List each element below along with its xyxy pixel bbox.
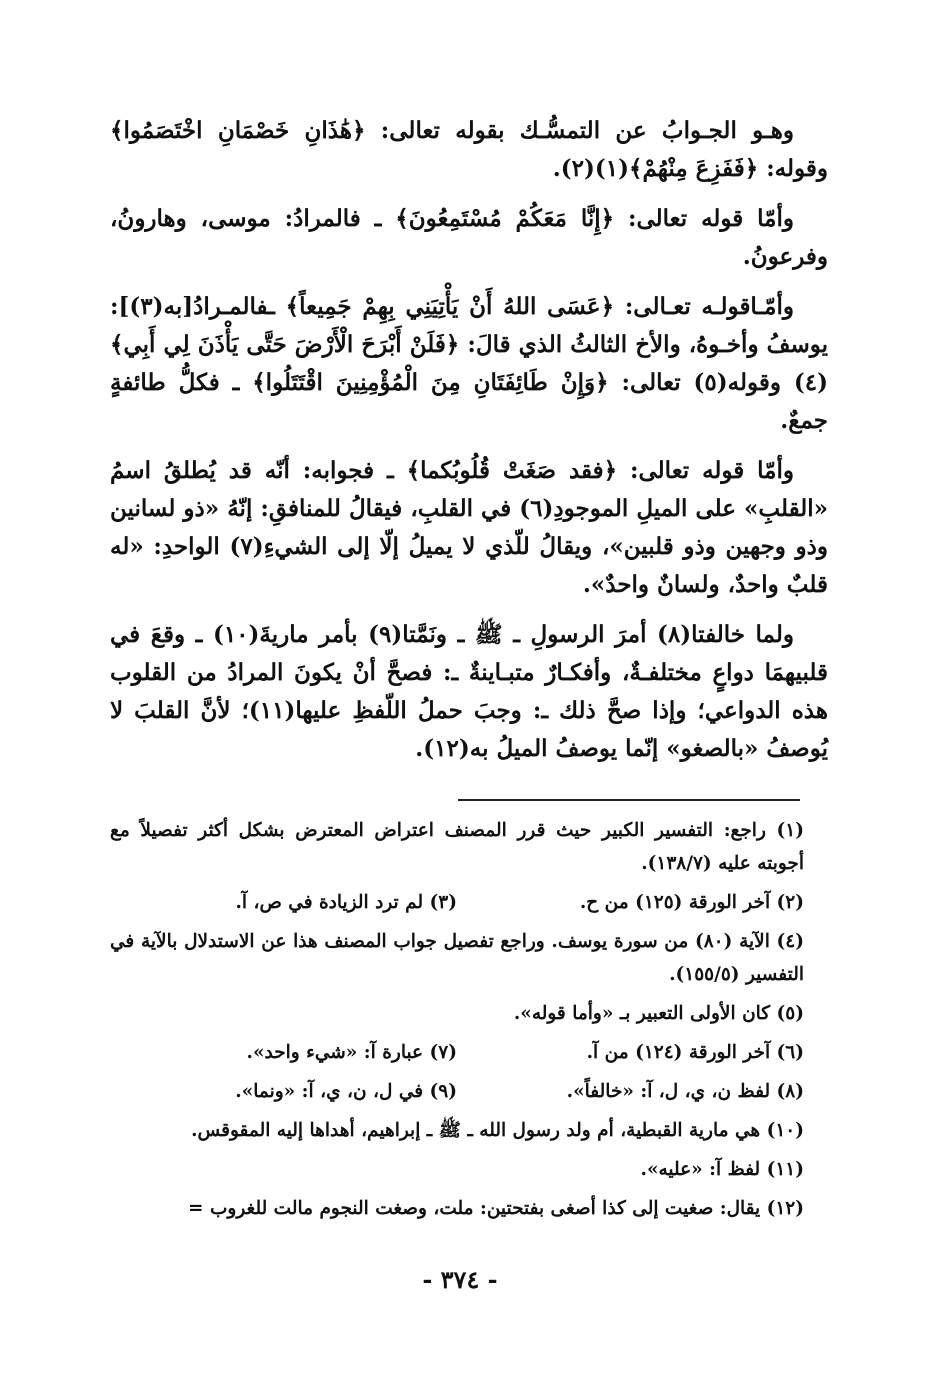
paragraph-4: وأمّا قوله تعالى: ﴿فقد صَغَتْ قُلُوبُكما﴾ ـ فجوابه: أنّه قد يُطلقُ اسمُ «القلبِ» على الميلِ الموجودِ(٦) في القلبِ، فيقالُ للمنافقِ: إنّهُ «ذو لسانين وذو وجهين وذو قلبين»، ويقالُ للّذي لا يميلُ إلّا إلى الشيءِ(٧) الواحدِ: «له قلبٌ واحدٌ، ولسانٌ واحدٌ». <box>110 457 829 598</box>
footnote-1: (١) راجع: التفسير الكبير حيث قرر المصنف اعتراض المعترض بشكل أكثر تفصيلاً مع أجوبته عليه (١٣٨/٧). <box>110 820 804 874</box>
paragraph-2: وأمّا قوله تعالى: ﴿إِنَّا مَعَكُمْ مُسْتَمِعُونَ﴾ ـ فالمرادُ: موسى، وهارونُ، وفرعونُ. <box>110 205 828 270</box>
footnote-3: (٣) لم ترد الزيادة في ص، آ. <box>235 892 457 913</box>
paragraph-3: وأمّـاقولـه تعـالى: ﴿عَسَى اللهُ أَنْ يَأْتِيَنِي بِهِمْ جَمِيعاً﴾ ـفالمـرادُ[به(٣)]: يوسفُ وأخـوهُ، والأخ الثالثُ الذي قالَ: ﴿فَلَنْ أَبْرَحَ الْأَرْضَ حَتَّى يَأْذَنَ لِي أَبِي﴾(٤) وقوله(٥) تعالى: ﴿وَإِنْ طَائِفَتَانِ مِنَ الْمُؤْمِنِينَ اقْتَتَلُوا﴾ ـ فكلُّ طائفةٍ جمعٌ. <box>110 293 828 434</box>
paragraph-1: وهـو الجـوابُ عن التمسُّـك بقوله تعالى: ﴿هَٰذَانِ خَصْمَانِ اخْتَصَمُوا﴾ وقوله: ﴿فَفَزِعَ مِنْهُمْ﴾(١)(٢). <box>110 117 828 182</box>
footnote-8: (٨) لفظ ن، ي، ل، آ: «خالفاً». <box>566 1081 804 1102</box>
footnote-6: (٦) آخر الورقة (١٢٤) من آ. <box>586 1042 804 1063</box>
paragraph-5: ولما خالفتا(٨) أمرَ الرسولِ ـ ﷺ ـ ونَمَّتا(٩) بأمر ماريةَ(١٠) ـ وقعَ في قلبيهمَا دواعٍ مختلفـةٌ، وأفكـارٌ متبـاينةٌ ـ: فصحَّ أنْ يكونَ المرادُ من القلوب هذه الدواعي؛ وإذا صحَّ ذلك ـ: وجبَ حملُ اللّفظِ عليها(١١)؛ لأنَّ القلبَ لا يُوصفُ «بالصغو» إنّما يوصفُ الميلُ به(١٢). <box>110 621 828 762</box>
footnote-row <box>110 1075 804 1108</box>
footnote-row <box>110 886 804 919</box>
footnote-12: (١٢) يقال: صغيت إلى كذا أصغى بفتحتين: ملت، وصغت النجوم مالت للغروب = <box>188 1198 804 1219</box>
footnote-11: (١١) لفظ آ: «عليه». <box>640 1159 804 1180</box>
page-number: - ٣٧٤ - <box>422 1265 498 1294</box>
main-text <box>110 112 828 780</box>
footnote-row <box>110 1036 804 1069</box>
footnote-5: (٥) كان الأولى التعبير بـ «وأما قوله». <box>513 1003 804 1024</box>
footnote-10: (١٠) هي مارية القبطية، أم ولد رسول الله ـ ﷺ ـ إبراهيم، أهداها إليه المقوقس. <box>191 1120 804 1141</box>
footnote-7: (٧) عبارة آ: «شيء واحد». <box>246 1042 457 1063</box>
footnote-2: (٢) آخر الورقة (١٢٥) من ح. <box>579 892 804 913</box>
footnote-separator <box>458 799 800 801</box>
footnote-4: (٤) الآية (٨٠) من سورة يوسف. وراجع تفصيل جواب المصنف هذا عن الاستدلال بالآية في التفسير (١٥٥/٥). <box>110 931 804 985</box>
footnotes <box>110 814 804 1231</box>
footnote-9: (٩) في ل، ن، ي، آ: «ونما». <box>235 1081 457 1102</box>
